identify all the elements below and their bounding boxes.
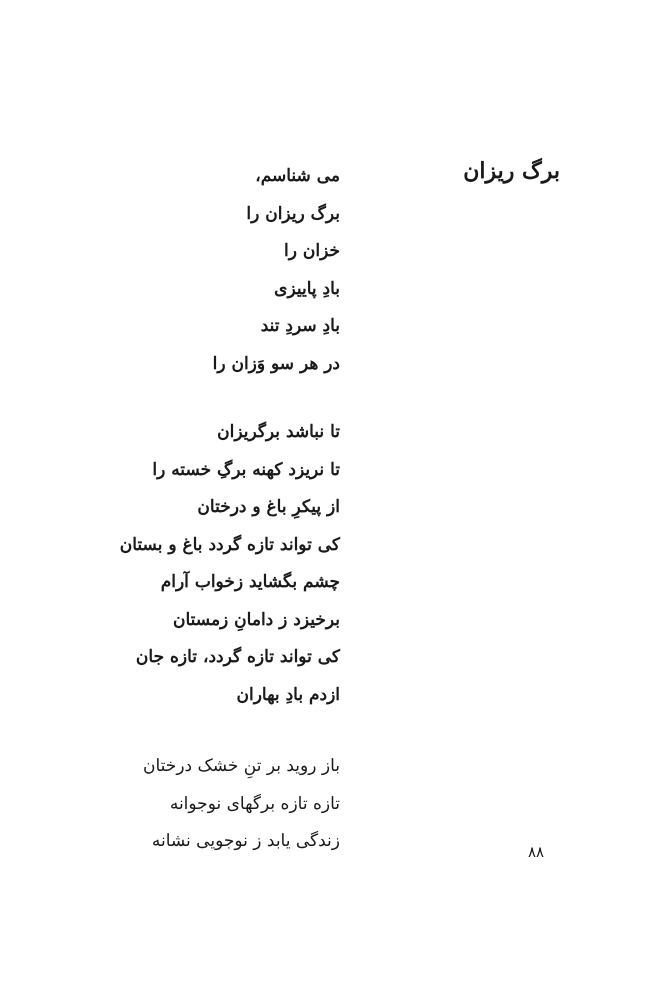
poem-line: ازدم بادِ بهاران [236, 684, 340, 705]
poem-line: تا نباشد برگریزان [217, 422, 340, 442]
poem-line: کی تواند تازه گردد، تازه جان [135, 647, 340, 667]
stanza-2 [80, 414, 340, 714]
poem-line: از پیکرِ باغ و درختان [197, 497, 340, 517]
poem-title: برگ ریزان [463, 158, 560, 184]
poem-line: در هر سو وَزان را [212, 353, 340, 374]
poem-line: چشم بگشاید زخواب آرام [160, 572, 340, 592]
stanza-3 [80, 748, 340, 861]
poem-line: برگ ریزان را [246, 203, 340, 224]
poem-line: زندگی یابد ز نوجویی نشانه [151, 831, 340, 851]
poem-line: کی تواند تازه گردد باغ و بستان [119, 534, 340, 555]
poem-line: می شناسم، [255, 166, 340, 186]
poem-line: باز روید بر تنِ خشک درختان [143, 756, 340, 776]
poem-line: برخیزد ز دامانِ زمستان [172, 609, 340, 630]
poem-line: بادِ سردِ تند [260, 316, 340, 336]
poem-line: تازه تازه برگهای نوجوانه [169, 793, 340, 814]
poem-line: خزان را [284, 241, 340, 261]
poem-line: تا نریزد کهنه برگِ خسته را [152, 459, 340, 480]
stanza-1 [80, 158, 340, 383]
poem-line: بادِ پاییزی [274, 278, 340, 299]
page-number: ۸۸ [528, 843, 545, 861]
